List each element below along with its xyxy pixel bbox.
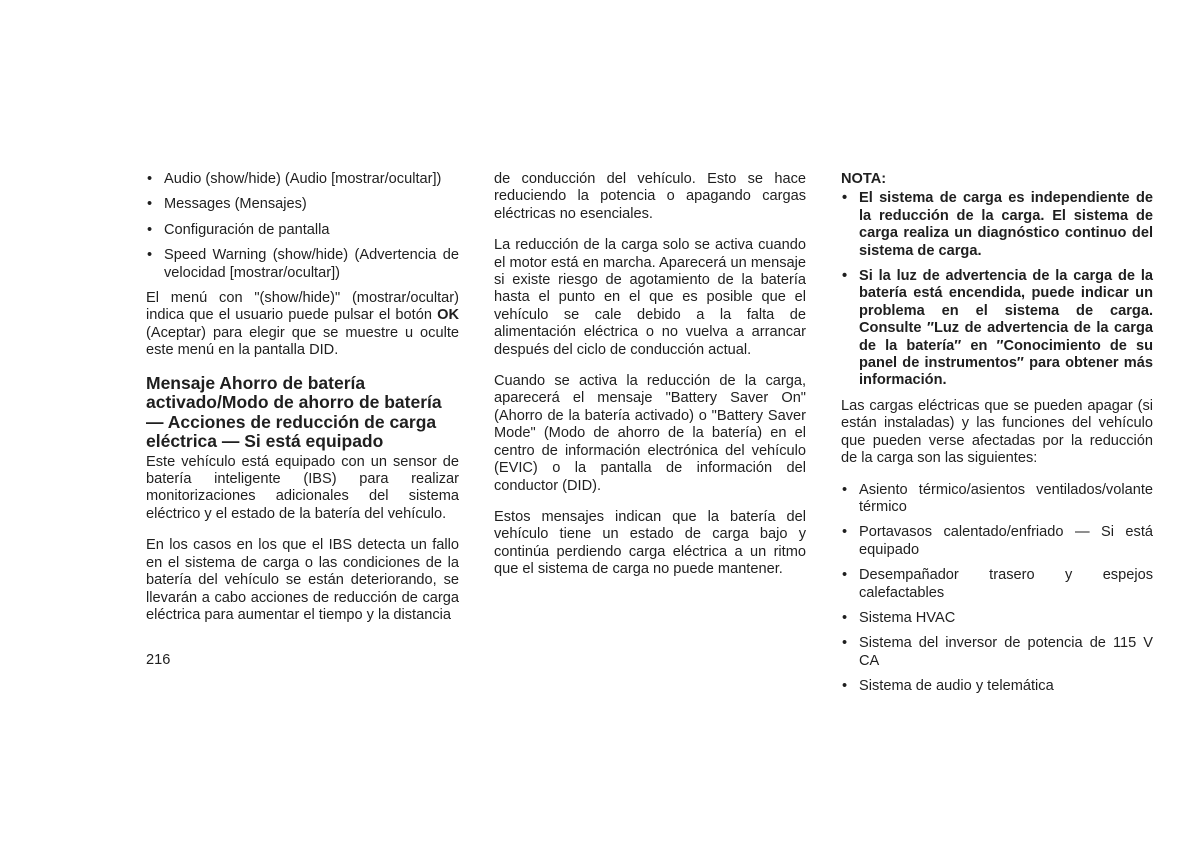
load-item: • Sistema del inversor de potencia de 115 V CA — [842, 635, 1153, 669]
list-item: • Speed Warning (show/hide) (Advertencia de velocidad [mostrar/ocultar]) — [147, 247, 459, 281]
note-item: • Si la luz de advertencia de la carga de la batería está encendida, puede indicar un problema en el sistema de carga. Consulte ″Luz de advertencia de la carga de la batería″ en ″Conocimiento de su panel de instrumentos″ para obtener más información. — [842, 268, 1153, 389]
display-menu-list — [146, 171, 459, 282]
bullet-icon: • — [842, 481, 848, 498]
bullet-icon: • — [147, 171, 153, 187]
ibs-cases-paragraph: En los casos en los que el IBS detecta un fallo en el sistema de carga o las condiciones de la batería del vehículo se están deteriorando, se llevarán a cabo acciones de reducción de carga eléctrica para aumentar el tiempo y la distancia — [146, 537, 459, 623]
battery-saver-message-paragraph: Cuando se activa la reducción de la carga, aparecerá el mensaje "Battery Saver On" (Ahorro de la batería activado) o "Battery Saver Mode" (Modo de ahorro de la batería) en el centro de información electrónica del vehículo (EVIC) o la pantalla de información del conductor (DID). — [494, 373, 806, 494]
load-item: • Asiento térmico/asientos ventilados/volante térmico — [842, 481, 1153, 515]
bullet-icon: • — [842, 190, 848, 207]
bullet-icon: • — [842, 609, 848, 626]
bullet-icon: • — [842, 524, 848, 541]
section-heading: Mensaje Ahorro de batería activado/Modo de ahorro de batería — Acciones de reducción de carga eléctrica — Si está equipado — [146, 372, 442, 452]
load-item: • Sistema de audio y telemática — [842, 678, 1054, 695]
bullet-icon: • — [842, 678, 848, 695]
note-list — [841, 190, 1153, 389]
load-item: • Portavasos calentado/enfriado — Si está equipado — [842, 524, 1153, 558]
bullet-icon: • — [842, 635, 848, 652]
column-left — [146, 171, 459, 638]
electrical-loads-paragraph: Las cargas eléctricas que se pueden apagar (si están instaladas) y las funciones del vehículo que pueden verse afectadas por la reducción de la carga son las siguientes: — [841, 397, 1153, 467]
continuation-paragraph: de conducción del vehículo. Esto se hace reduciendo la potencia o apagando cargas eléctricas no esenciales. — [494, 171, 806, 222]
list-item: • Audio (show/hide) (Audio [mostrar/ocultar]) — [147, 171, 442, 187]
column-middle — [494, 171, 806, 593]
ibs-paragraph: Este vehículo está equipado con un sensor de batería inteligente (IBS) para realizar monitorizaciones adicionales del sistema eléctrico y el estado de la batería del vehículo. — [146, 453, 459, 522]
bullet-icon: • — [842, 567, 848, 584]
bullet-icon: • — [147, 247, 153, 264]
bullet-icon: • — [842, 268, 848, 285]
note-item: • El sistema de carga es independiente de la reducción de la carga. El sistema de carga realiza un diagnóstico continuo del sistema de carga. — [842, 190, 1153, 259]
page-number: 216 — [146, 652, 171, 668]
load-reduction-paragraph: La reducción de la carga solo se activa cuando el motor está en marcha. Aparecerá un mensaje si existe riesgo de agotamiento de la batería hasta el punto en el que es posible que el vehículo se cale debido a la falta de alimentación eléctrica o no vuelva a arrancar después del ciclo de conducción actual. — [494, 237, 806, 358]
menu-paragraph: El menú con "(show/hide)" (mostrar/ocultar) indica que el usuario puede pulsar el botón OK (Aceptar) para elegir que se muestre u oculte este menú en la pantalla DID. — [146, 290, 459, 359]
list-item: • Messages (Mensajes) — [147, 196, 307, 213]
bullet-icon: • — [147, 221, 153, 238]
note-label: NOTA: — [841, 171, 887, 187]
ok-button-reference: OK — [437, 307, 459, 324]
load-item: • Sistema HVAC — [842, 609, 956, 626]
load-item: • Desempañador trasero y espejos calefactables — [842, 567, 1153, 601]
column-right — [841, 171, 1153, 704]
list-item: • Configuración de pantalla — [147, 221, 330, 238]
bullet-icon: • — [147, 196, 153, 213]
load-list — [841, 482, 1153, 696]
charge-state-paragraph: Estos mensajes indican que la batería del vehículo tiene un estado de carga bajo y continúa perdiendo carga eléctrica a un ritmo que el sistema de carga no puede mantener. — [494, 508, 806, 578]
